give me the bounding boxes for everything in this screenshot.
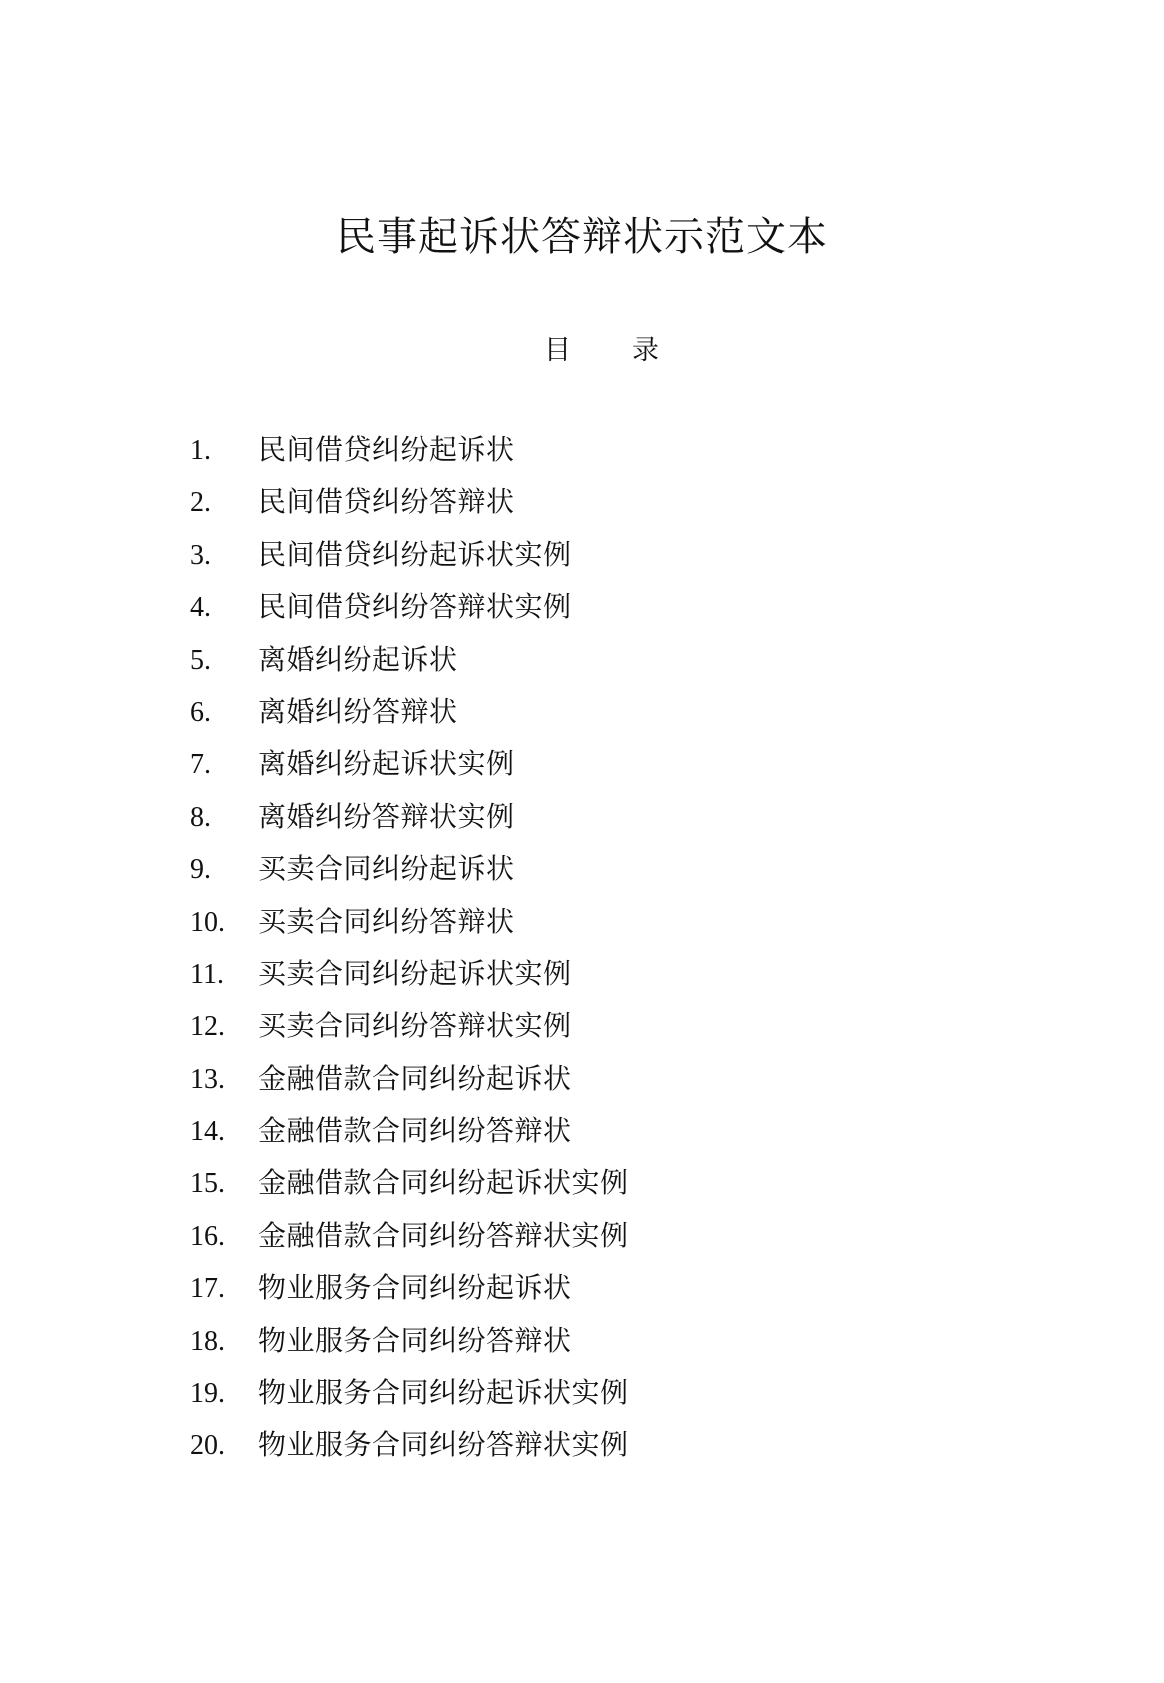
toc-item-title: 买卖合同纠纷起诉状实例 <box>258 956 572 990</box>
document-title: 民事起诉状答辩状示范文本 <box>336 214 828 260</box>
toc-item-title: 物业服务合同纠纷起诉状 <box>258 1271 572 1305</box>
toc-heading-char-1: 目 <box>544 335 571 366</box>
toc-item-number: 5. <box>190 644 211 676</box>
toc-item-number: 15. <box>190 1168 225 1200</box>
toc-item-number: 9. <box>190 854 211 886</box>
toc-item-number: 3. <box>190 539 211 571</box>
toc-item <box>190 1262 990 1314</box>
toc-item-number: 4. <box>190 592 211 624</box>
toc-item <box>190 1000 990 1052</box>
toc-item <box>190 896 990 948</box>
toc-item-title: 买卖合同纠纷答辩状实例 <box>258 1009 572 1043</box>
toc-item-title: 离婚纠纷起诉状实例 <box>258 747 515 781</box>
toc-item-title: 金融借款合同纠纷答辩状 <box>258 1114 572 1148</box>
toc-item-number: 1. <box>190 435 211 466</box>
toc-item-number: 16. <box>190 1220 225 1252</box>
toc-item-number: 8. <box>190 801 211 833</box>
toc-item <box>190 424 990 476</box>
toc-item-number: 20. <box>190 1430 225 1462</box>
toc-item-title: 民间借贷纠纷答辩状实例 <box>258 590 572 624</box>
toc-item <box>190 686 990 738</box>
toc-item <box>190 843 990 895</box>
toc-item-title: 买卖合同纠纷起诉状 <box>258 852 515 886</box>
toc-item-number: 13. <box>190 1063 225 1095</box>
toc-item <box>190 1419 990 1471</box>
toc-item-number: 17. <box>190 1273 225 1305</box>
toc-item-number: 6. <box>190 696 211 728</box>
table-of-contents <box>190 424 990 1472</box>
toc-item <box>190 1157 990 1209</box>
toc-item-title: 金融借款合同纠纷起诉状实例 <box>258 1166 629 1200</box>
toc-item-title: 物业服务合同纠纷起诉状实例 <box>258 1376 629 1410</box>
toc-item-number: 10. <box>190 906 225 938</box>
toc-item <box>190 476 990 528</box>
toc-item-title: 民间借贷纠纷起诉状 <box>258 433 515 466</box>
toc-item-number: 14. <box>190 1116 225 1148</box>
toc-item <box>190 738 990 790</box>
toc-item-number: 7. <box>190 749 211 781</box>
toc-item-title: 金融借款合同纠纷答辩状实例 <box>258 1218 629 1252</box>
toc-item <box>190 529 990 581</box>
toc-item-number: 19. <box>190 1378 225 1410</box>
toc-item <box>190 1053 990 1105</box>
toc-item-title: 金融借款合同纠纷起诉状 <box>258 1061 572 1095</box>
toc-item-title: 民间借贷纠纷答辩状 <box>258 485 515 519</box>
toc-item-title: 民间借贷纠纷起诉状实例 <box>258 537 572 571</box>
toc-item <box>190 1210 990 1262</box>
toc-item <box>190 948 990 1000</box>
toc-item <box>190 581 990 633</box>
toc-item-title: 买卖合同纠纷答辩状 <box>258 904 515 938</box>
toc-item-number: 2. <box>190 487 211 519</box>
toc-item-number: 12. <box>190 1011 225 1043</box>
toc-item-title: 离婚纠纷起诉状 <box>258 642 458 676</box>
toc-item-number: 18. <box>190 1325 225 1357</box>
toc-item <box>190 1105 990 1157</box>
toc-item-title: 物业服务合同纠纷答辩状实例 <box>258 1428 629 1462</box>
toc-item-title: 物业服务合同纠纷答辩状 <box>258 1323 572 1357</box>
toc-item <box>190 634 990 686</box>
toc-item-number: 11. <box>190 958 224 990</box>
toc-heading-char-2: 录 <box>632 335 659 366</box>
toc-item <box>190 791 990 843</box>
toc-item <box>190 1367 990 1419</box>
toc-item-title: 离婚纠纷答辩状实例 <box>258 799 515 833</box>
toc-item-title: 离婚纠纷答辩状 <box>258 694 458 728</box>
toc-item <box>190 1315 990 1367</box>
